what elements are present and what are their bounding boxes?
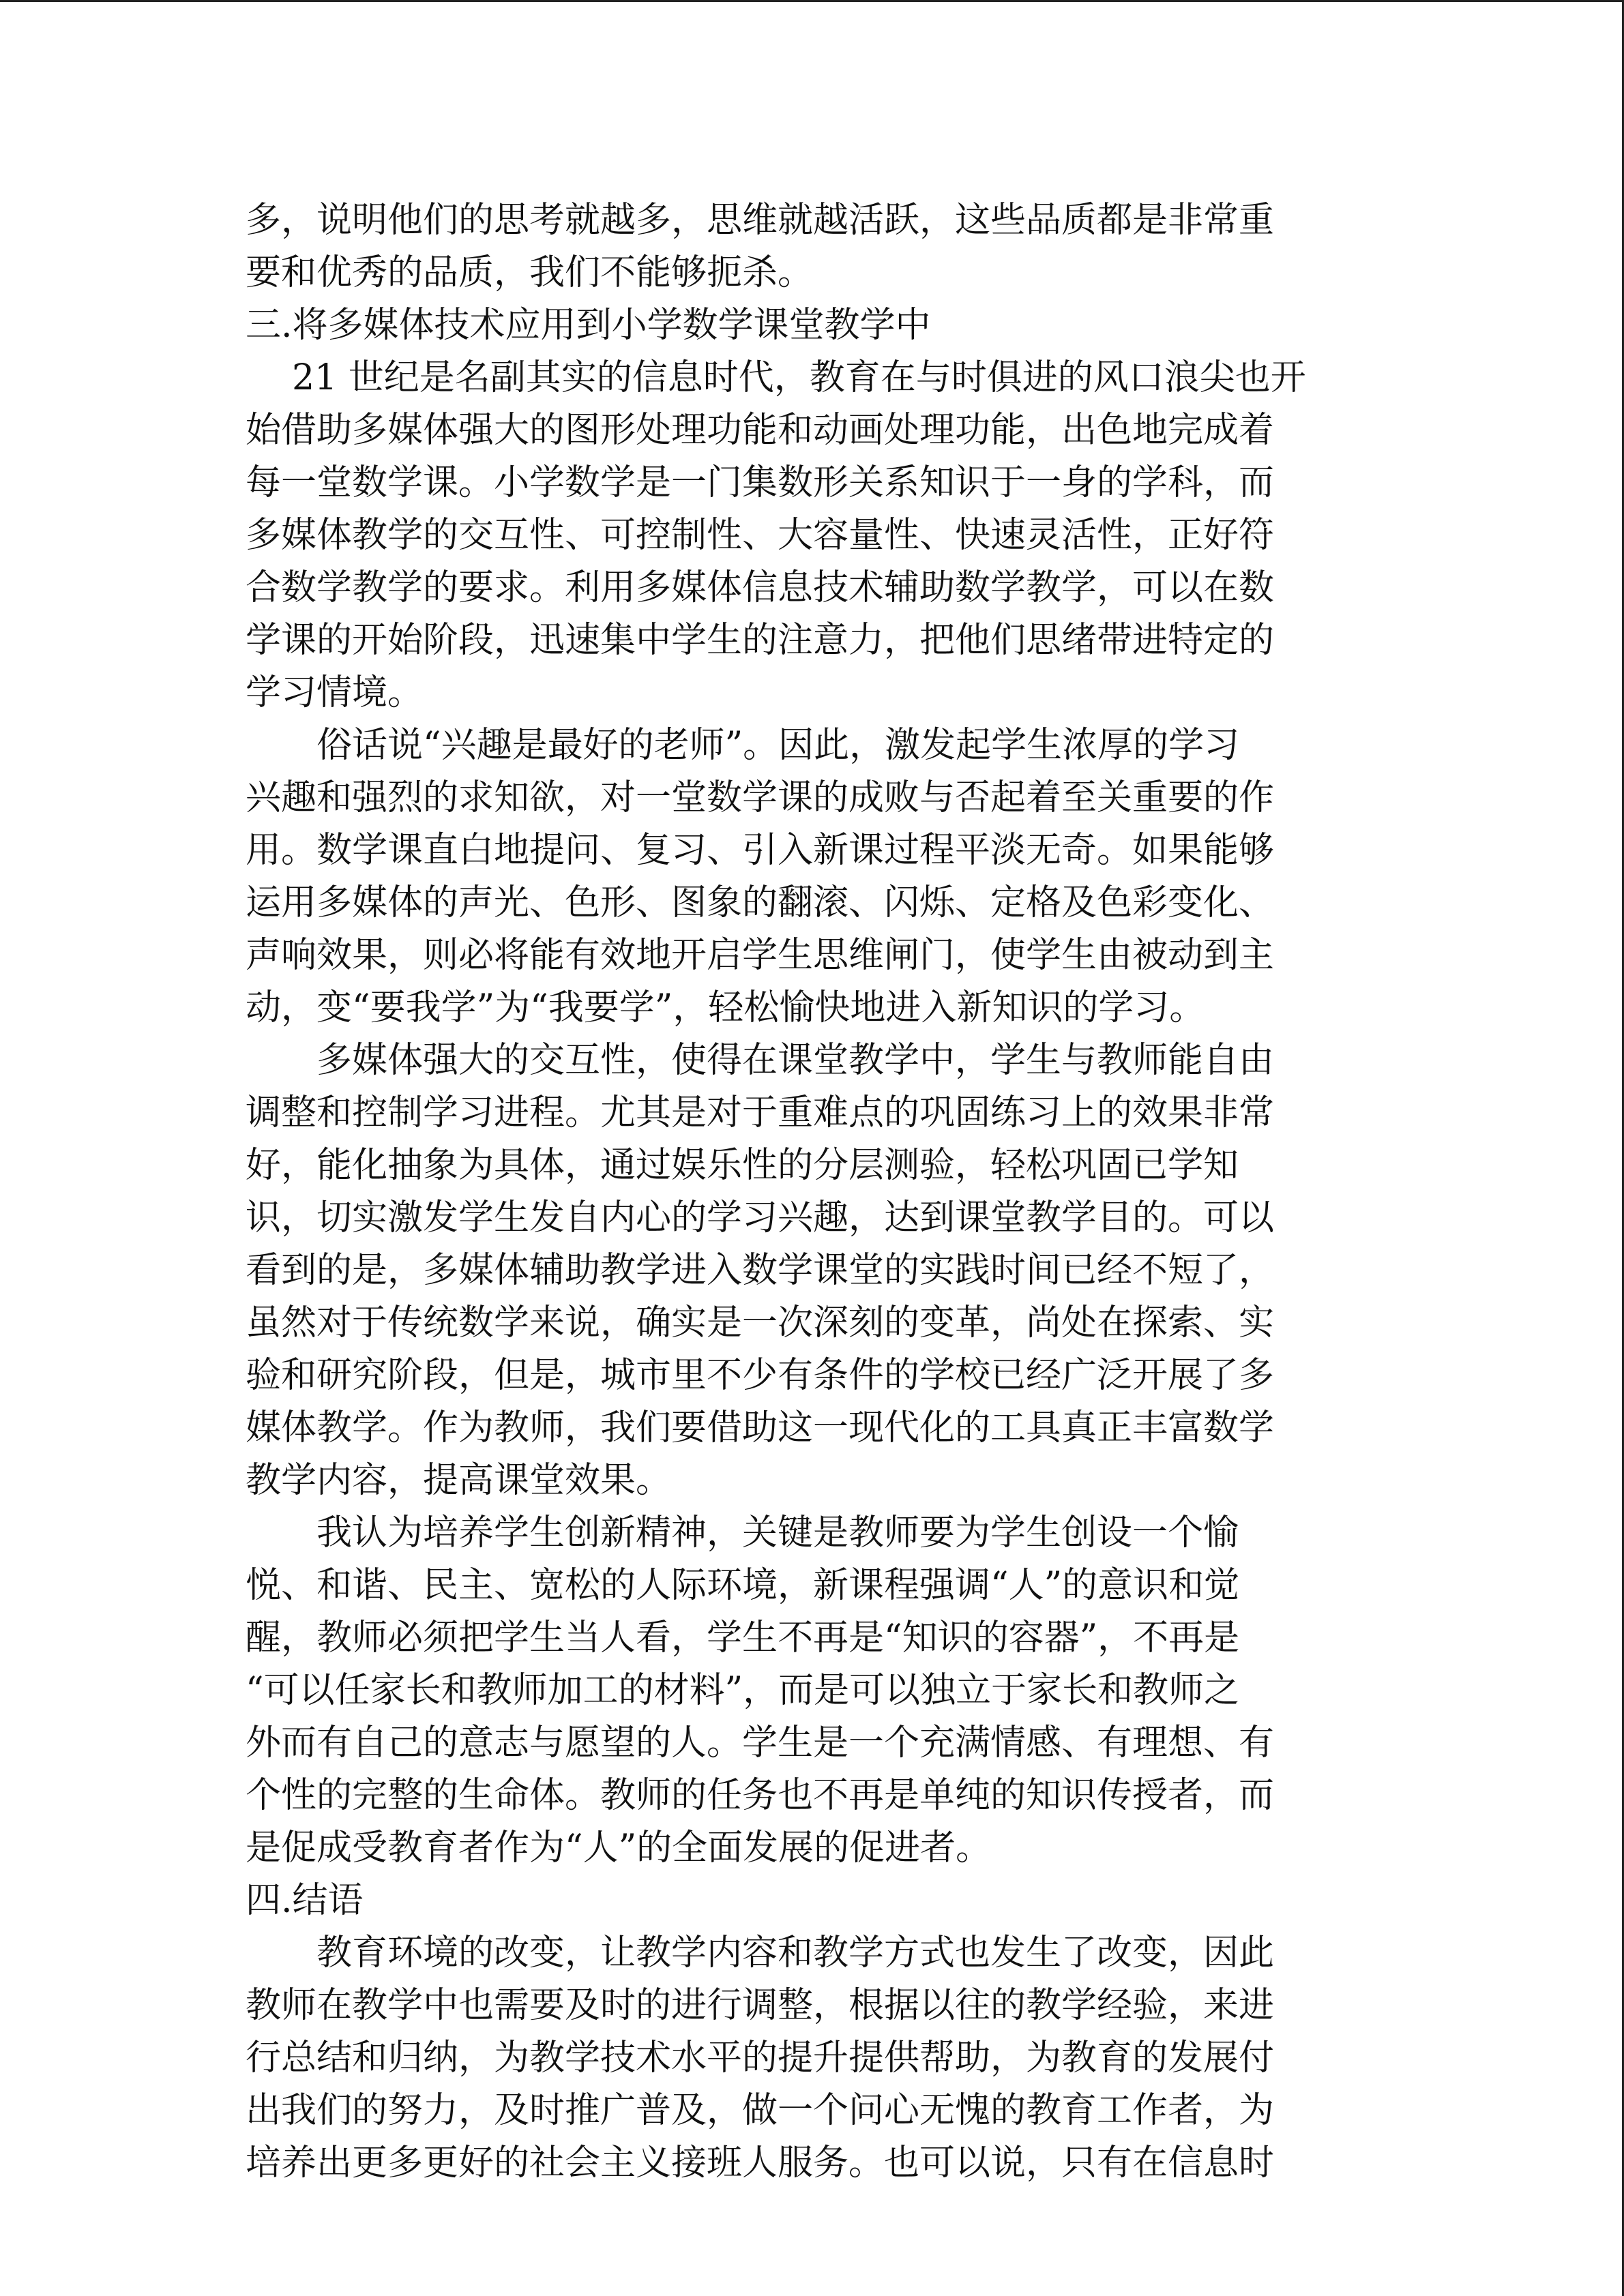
text-line: 是促成受教育者作为“人”的全面发展的促进者。 (246, 1828, 992, 1868)
text-line: 每一堂数学课。小学数学是一门集数形关系知识于一身的学科，而 (246, 462, 1275, 503)
page-border-top (0, 0, 1624, 2)
text-line: 验和研究阶段，但是，城市里不少有条件的学校已经广泛开展了多 (246, 1355, 1275, 1396)
text-line: 悦、和谐、民主、宽松的人际环境，新课程强调“人”的意识和觉 (246, 1565, 1240, 1606)
text-line: 学课的开始阶段，迅速集中学生的注意力，把他们思绪带进特定的 (246, 620, 1275, 661)
document-body (246, 194, 1357, 2190)
text-line: 用。数学课直白地提问、复习、引入新课过程平淡无奇。如果能够 (246, 830, 1275, 871)
text-line: 醒，教师必须把学生当人看，学生不再是“知识的容器”，不再是 (246, 1617, 1240, 1658)
text-line: 教师在教学中也需要及时的进行调整，根据以往的教学经验，来进 (246, 1985, 1275, 2026)
text-line: 合数学教学的要求。利用多媒体信息技术辅助数学教学，可以在数 (246, 567, 1275, 608)
text-line: 媒体教学。作为教师，我们要借助这一现代化的工具真正丰富数学 (246, 1407, 1275, 1448)
text-line: “可以任家长和教师加工的材料”，而是可以独立于家长和教师之 (246, 1670, 1240, 1711)
text-line: 声响效果，则必将能有效地开启学生思维闸门，使学生由被动到主 (246, 935, 1275, 976)
text-line: 学习情境。 (246, 672, 424, 713)
text-line: 识，切实激发学生发自内心的学习兴趣，达到课堂教学目的。可以 (246, 1197, 1275, 1238)
text-line: 调整和控制学习进程。尤其是对于重难点的巩固练习上的效果非常 (246, 1092, 1275, 1133)
text-line: 兴趣和强烈的求知欲，对一堂数学课的成败与否起着至关重要的作 (246, 777, 1275, 818)
text-line: 运用多媒体的声光、色形、图象的翻滚、闪烁、定格及色彩变化、 (246, 882, 1275, 923)
text-line: 虽然对于传统数学来说，确实是一次深刻的变革，尚处在探索、实 (246, 1302, 1275, 1343)
text-line: 外而有自己的意志与愿望的人。学生是一个充满情感、有理想、有 (246, 1723, 1275, 1763)
text-line: 俗话说“兴趣是最好的老师”。因此，激发起学生浓厚的学习 (316, 725, 1240, 766)
text-line: 三.将多媒体技术应用到小学数学课堂教学中 (246, 305, 931, 346)
text-line: 始借助多媒体强大的图形处理功能和动画处理功能，出色地完成着 (246, 410, 1275, 451)
text-line: 动，变“要我学”为“我要学”，轻松愉快地进入新知识的学习。 (246, 987, 1205, 1028)
text-line: 我认为培养学生创新精神，关键是教师要为学生创设一个愉 (316, 1512, 1239, 1553)
text-line: 好，能化抽象为具体，通过娱乐性的分层测验，轻松巩固已学知 (246, 1145, 1239, 1186)
text-line: 21 世纪是名副其实的信息时代，教育在与时俱进的风口浪尖也开 (292, 357, 1306, 398)
text-line: 教学内容，提高课堂效果。 (246, 1460, 672, 1501)
text-line: 四.结语 (246, 1880, 364, 1921)
text-line: 培养出更多更好的社会主义接班人服务。也可以说，只有在信息时 (246, 2143, 1275, 2183)
text-line: 多媒体教学的交互性、可控制性、大容量性、快速灵活性，正好符 (246, 515, 1275, 556)
text-line: 多媒体强大的交互性，使得在课堂教学中，学生与教师能自由 (316, 1040, 1275, 1081)
text-line: 个性的完整的生命体。教师的任务也不再是单纯的知识传授者，而 (246, 1775, 1275, 1816)
text-line: 出我们的努力，及时推广普及，做一个问心无愧的教育工作者，为 (246, 2090, 1275, 2131)
text-line: 教育环境的改变，让教学内容和教学方式也发生了改变，因此 (316, 1933, 1275, 1973)
text-line: 要和优秀的品质，我们不能够扼杀。 (246, 252, 814, 293)
text-line: 多，说明他们的思考就越多，思维就越活跃，这些品质都是非常重 (246, 200, 1275, 241)
text-line: 看到的是，多媒体辅助教学进入数学课堂的实践时间已经不短了， (246, 1250, 1275, 1291)
text-line: 行总结和归纳，为教学技术水平的提升提供帮助，为教育的发展付 (246, 2038, 1275, 2078)
